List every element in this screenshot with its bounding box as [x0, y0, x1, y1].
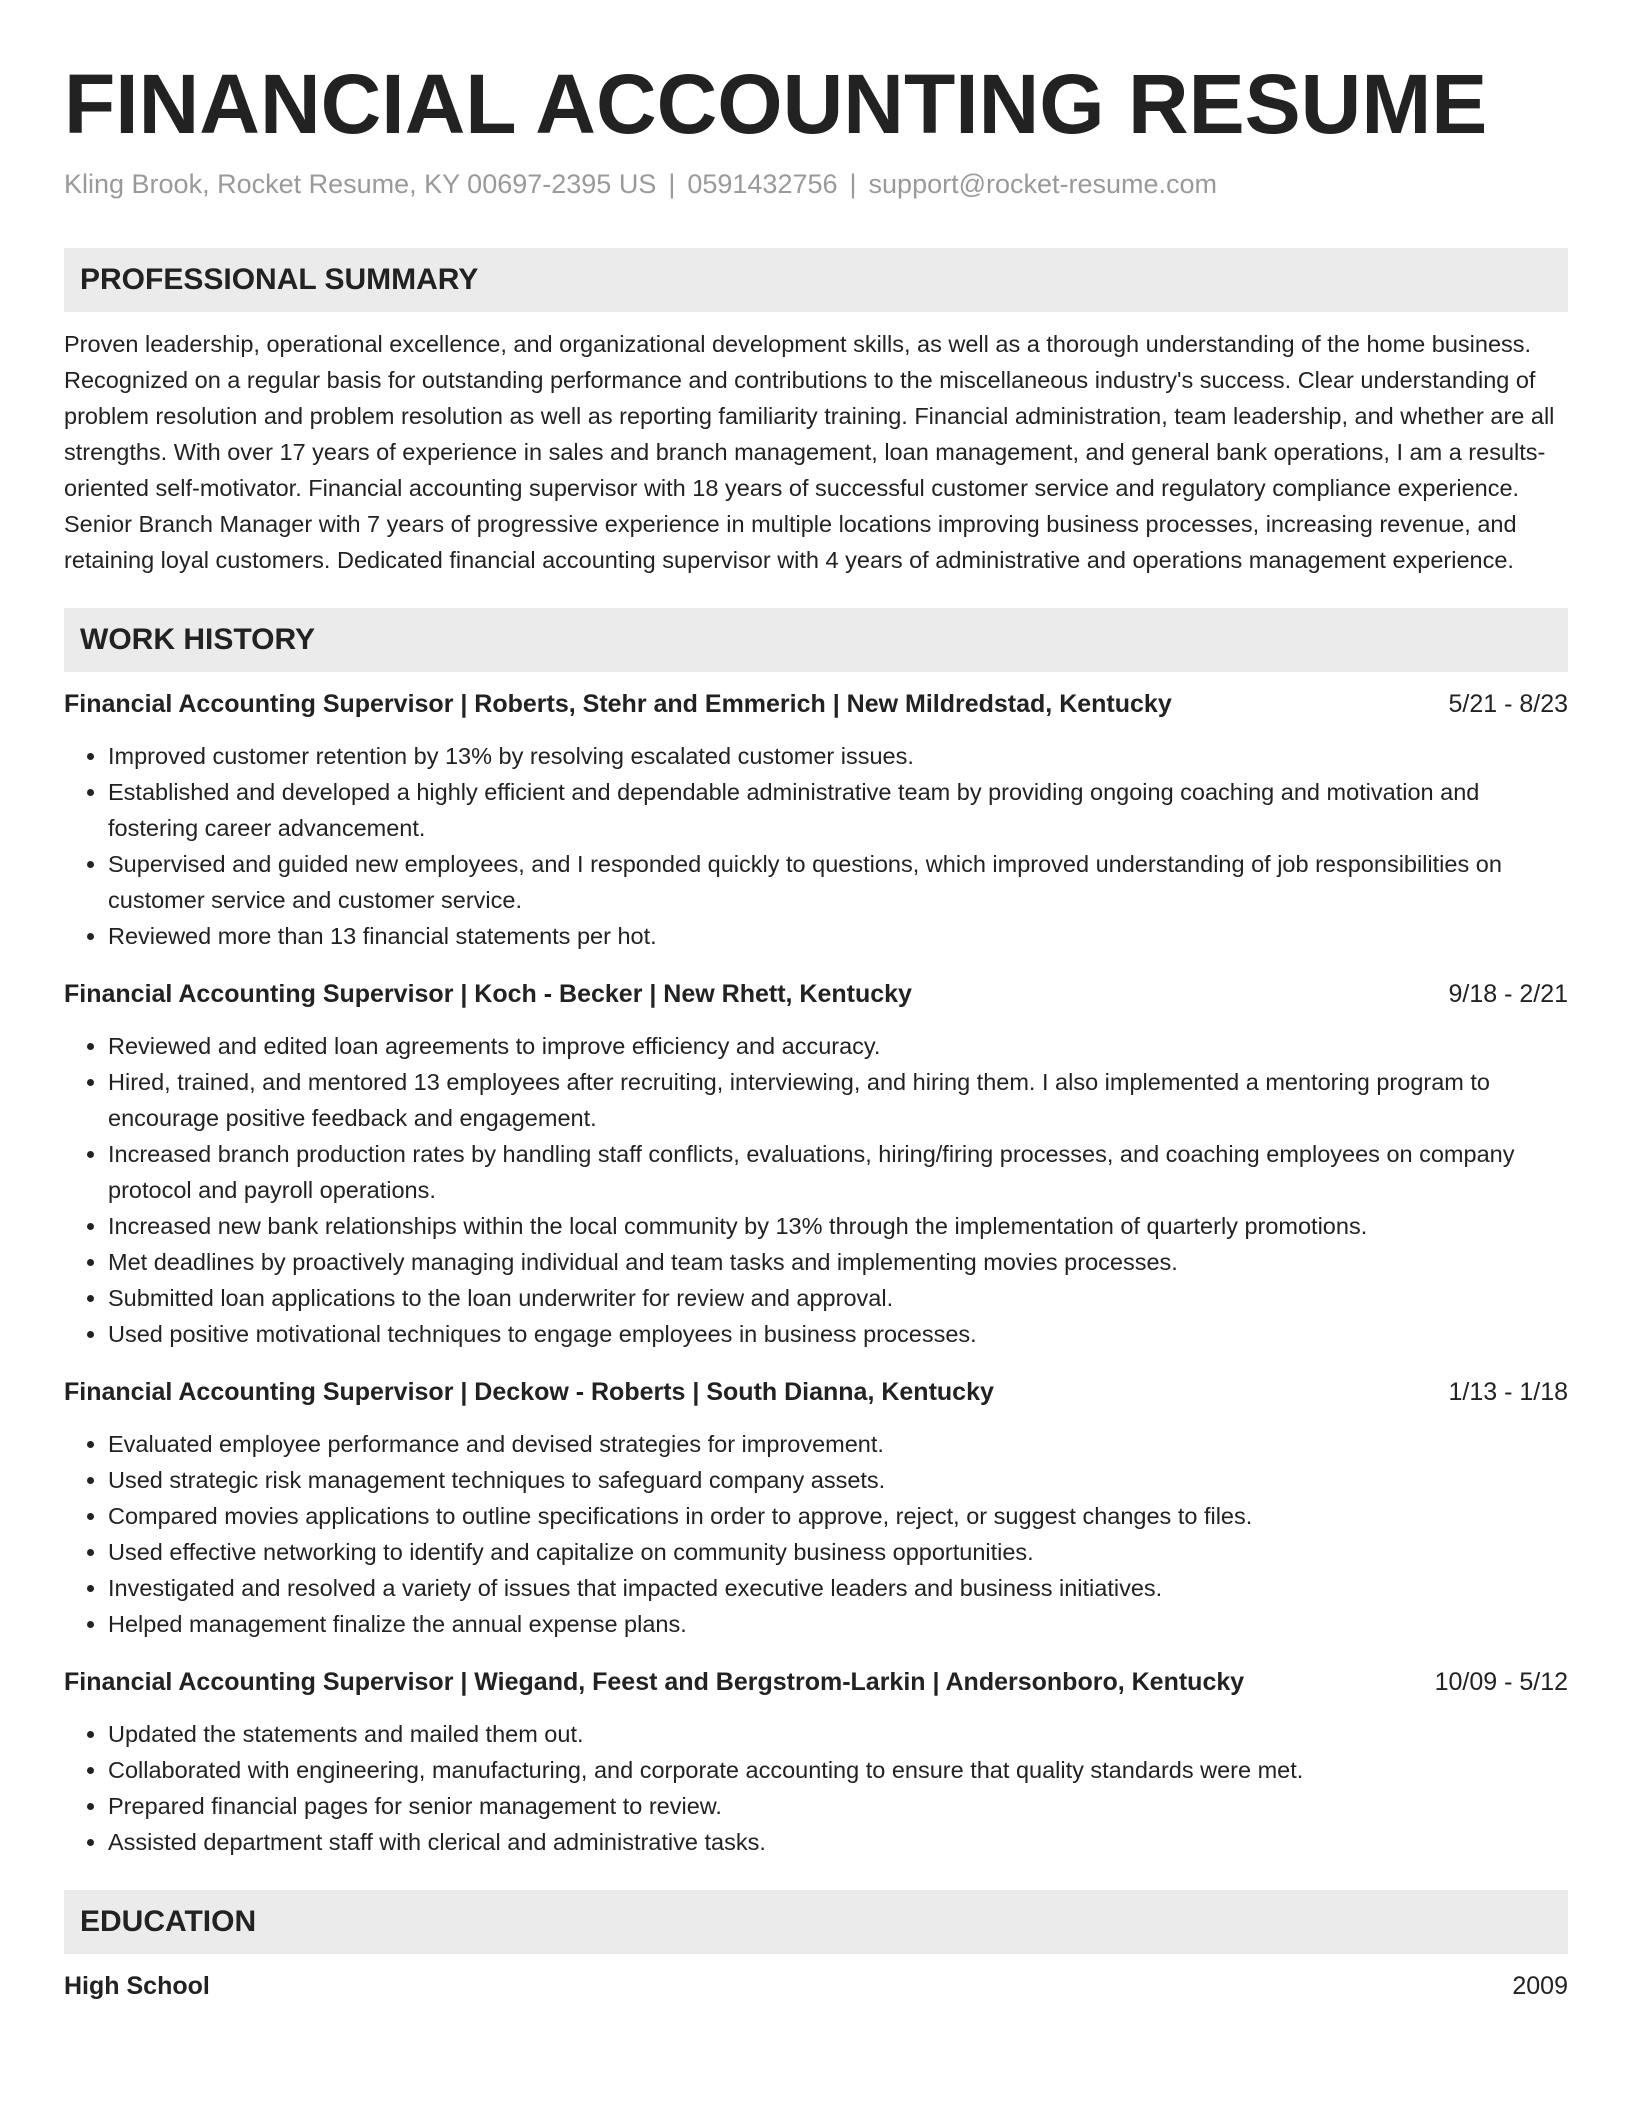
job-title: Financial Accounting Supervisor | Koch - Becker | New Rhett, Kentucky — [64, 980, 912, 1008]
job-bullet: • Compared movies applications to outline specifications in order to approve, reject, or suggest changes to files. — [108, 1498, 1568, 1534]
job-bullet: • Helped management finalize the annual expense plans. — [108, 1606, 1568, 1642]
job-bullet: • Reviewed and edited loan agreements to improve efficiency and accuracy. — [108, 1028, 1568, 1064]
job-bullet: • Established and developed a highly efficient and dependable administrative team by providing ongoing coaching and motivation and fostering career advancement. — [108, 774, 1568, 846]
education-year: 2009 — [1512, 1972, 1568, 2000]
job-entry — [64, 686, 1568, 954]
education-degree: High School — [64, 1972, 210, 2000]
job-bullet: • Used positive motivational techniques to engage employees in business processes. — [108, 1316, 1568, 1352]
job-bullet: • Submitted loan applications to the loan underwriter for review and approval. — [108, 1280, 1568, 1316]
job-title: Financial Accounting Supervisor | Wiegand, Feest and Bergstrom-Larkin | Andersonboro, Kentucky — [64, 1668, 1245, 1696]
job-bullet: • Met deadlines by proactively managing individual and team tasks and implementing movies processes. — [108, 1244, 1568, 1280]
job-dates: 9/18 - 2/21 — [1448, 980, 1568, 1008]
job-bullet: • Evaluated employee performance and devised strategies for improvement. — [108, 1426, 1568, 1462]
contact-separator: | — [849, 169, 857, 199]
job-dates: 10/09 - 5/12 — [1434, 1668, 1568, 1696]
job-entry — [64, 1374, 1568, 1642]
section-heading-summary: PROFESSIONAL SUMMARY — [64, 248, 1568, 312]
job-bullet: • Improved customer retention by 13% by resolving escalated customer issues. — [108, 738, 1568, 774]
section-heading-work-history: WORK HISTORY — [64, 608, 1568, 672]
job-bullet: • Prepared financial pages for senior management to review. — [108, 1788, 1568, 1824]
section-heading-education: EDUCATION — [64, 1890, 1568, 1954]
work-history-section — [64, 608, 1568, 1860]
professional-summary-section — [64, 248, 1568, 578]
job-bullet: • Hired, trained, and mentored 13 employees after recruiting, interviewing, and hiring them. I also implemented a mentoring program to encourage positive feedback and engagement. — [108, 1064, 1568, 1136]
job-dates: 5/21 - 8/23 — [1448, 690, 1568, 718]
job-bullet: • Investigated and resolved a variety of issues that impacted executive leaders and business initiatives. — [108, 1570, 1568, 1606]
summary-text: Proven leadership, operational excellence, and organizational development skills, as well as a thorough understanding of the home business. Recognized on a regular basis for outstanding performance and contributions to the miscellaneous industry's success. Clear understanding of problem resolution and problem resolution as well as reporting familiarity training. Financial administration, team leadership, and whether are all strengths. With over 17 years of experience in sales and branch management, loan management, and general bank operations, I am a results-oriented self-motivator. Financial accounting supervisor with 18 years of successful customer service and regulatory compliance experience. Senior Branch Manager with 7 years of progressive experience in multiple locations improving business processes, increasing revenue, and retaining loyal customers. Dedicated financial accounting supervisor with 4 years of administrative and operations management experience. — [64, 331, 1555, 573]
job-bullet-list — [64, 738, 1568, 954]
job-bullet: • Assisted department staff with clerical and administrative tasks. — [108, 1824, 1568, 1860]
job-header — [64, 1374, 1568, 1410]
job-bullet: • Supervised and guided new employees, and I responded quickly to questions, which improved understanding of job responsibilities on customer service and customer service. — [108, 846, 1568, 918]
job-bullet: • Increased new bank relationships within the local community by 13% through the implementation of quarterly promotions. — [108, 1208, 1568, 1244]
contact-separator: | — [668, 169, 676, 199]
job-bullet: • Collaborated with engineering, manufacturing, and corporate accounting to ensure that quality standards were met. — [108, 1752, 1568, 1788]
education-section — [64, 1890, 1568, 2004]
contact-phone: 0591432756 — [687, 169, 838, 199]
job-bullet: • Updated the statements and mailed them out. — [108, 1716, 1568, 1752]
job-header — [64, 1664, 1568, 1700]
job-bullet-list — [64, 1426, 1568, 1642]
contact-email: support@rocket-resume.com — [868, 169, 1218, 199]
job-bullet: • Used strategic risk management techniques to safeguard company assets. — [108, 1462, 1568, 1498]
education-entry — [64, 1968, 1568, 2004]
resume-title: FINANCIAL ACCOUNTING RESUME — [64, 57, 1488, 151]
job-title: Financial Accounting Supervisor | Roberts, Stehr and Emmerich | New Mildredstad, Kentucky — [64, 690, 1172, 718]
job-title: Financial Accounting Supervisor | Deckow - Roberts | South Dianna, Kentucky — [64, 1378, 994, 1406]
job-bullet-list — [64, 1028, 1568, 1352]
job-dates: 1/13 - 1/18 — [1448, 1378, 1568, 1406]
contact-address: Kling Brook, Rocket Resume, KY 00697-2395 US — [64, 169, 657, 199]
job-bullet: • Reviewed more than 13 financial statements per hot. — [108, 918, 1568, 954]
job-bullet-list — [64, 1716, 1568, 1860]
job-bullet: • Used effective networking to identify and capitalize on community business opportunities. — [108, 1534, 1568, 1570]
job-bullet: • Increased branch production rates by handling staff conflicts, evaluations, hiring/firing processes, and coaching employees on company protocol and payroll operations. — [108, 1136, 1568, 1208]
job-header — [64, 686, 1568, 722]
job-entry — [64, 976, 1568, 1352]
job-entry — [64, 1664, 1568, 1860]
job-header — [64, 976, 1568, 1012]
contact-line — [64, 166, 1568, 202]
